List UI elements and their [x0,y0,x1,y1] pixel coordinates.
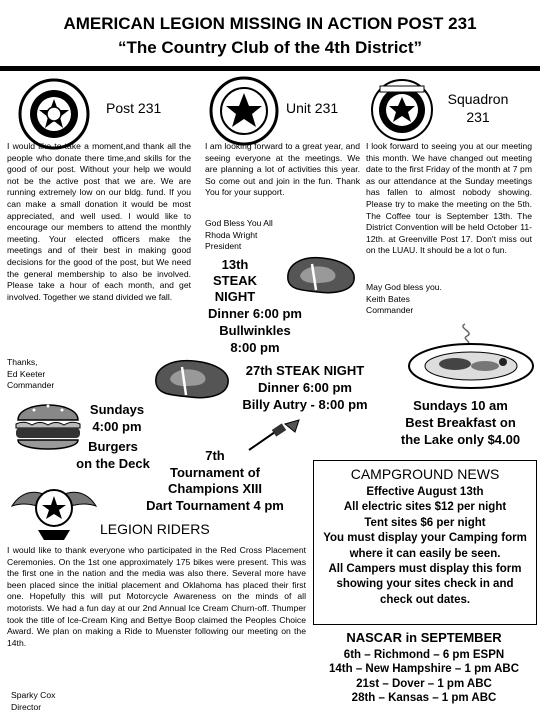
campground-line: You must display your Camping form where it can easily be seen. [323,532,527,560]
burgers-on-deck: Burgers on the Deck [76,439,150,471]
legion-auxiliary-emblem-icon [209,76,279,146]
steak-night-13-details: Dinner 6:00 pm Bullwinkles 8:00 pm [208,306,302,355]
unit-message: I am looking forward to a great year, and seeing everyone at the meetings. We are planning a lot of activities this year. So come out and join in the fun. Thank You for your support. [205,141,360,198]
campground-heading: CAMPGROUND NEWS [350,466,500,482]
campground-line: Tent sites $6 per night [364,516,486,529]
campground-news-box [313,460,537,625]
nascar-race: 14th – New Hampshire – 1 pm ABC [328,663,520,676]
american-legion-emblem-icon [18,78,90,150]
squadron-signoff: May God bless you. Keith Bates Commander [366,282,442,316]
steak-icon [282,250,360,298]
steak-night-27-details: 27th STEAK NIGHT Dinner 6:00 pm Billy Autry - 8:00 pm [242,363,368,412]
campground-line: Effective August 13th [366,486,484,498]
sundays-burger-time: Sundays 4:00 pm [89,402,145,434]
riders-message: I would like to thank everyone who participated in the Red Cross Placement Ceremonies. On the 1st one approximately 175 bikes were present. This was the first one in the nation and the media was also there. Several more have been placed since the initial placement and Oklahoma has placed their first one. Hopefully this will put Motorcycle Awareness on the minds of all motorists. We had a fun day at our 2nd Annual Ice Cream Churn-off. Thumper took the title of Ice-Cream King and Bettye Boop claimed the Peoples Choice Award. We plan on making a Ride to Muenster following our meeting on the 14th. [7,545,306,648]
header-divider [0,66,540,71]
post-heading: Post 231 [106,100,162,116]
campground-line: All Campers must display this form [328,563,522,576]
steak-icon [150,355,234,403]
post-message: I would like to take a moment,and thank all the people who donate there time,and skills for the good of our post. Without your help we would not be the active post that we are. We are running extremely low on our bldg. fund. If you can make a small donation it would be most appreciated, and well used. I would like to encourage our members to attend the monthly meeting. Your elected officers make the meetings and of their best in making good decisions for the good of the post, but We need the general membership to also be involved. Please take a hour of each month, and get involved. Together we stand divided we fall. [7,141,191,302]
sons-of-legion-emblem-icon [370,78,434,142]
nascar-heading: NASCAR in SEPTEMBER [346,630,502,645]
dart-tournament: 7th Tournament of Champions XIII Dart Tournament 4 pm [146,448,284,513]
riders-signoff: Sparky Cox Director [11,690,56,712]
nascar-race: 21st – Dover – 1 pm ABC [356,677,492,690]
unit-heading: Unit 231 [286,100,339,116]
steak-night-13-title: 13th STEAK NIGHT [212,257,258,304]
seafood-plate-icon [405,318,535,392]
newsletter-subtitle: “The Country Club of the 4th District” [117,38,423,57]
sunday-breakfast: Sundays 10 am Best Breakfast on the Lake only $4.00 [400,398,521,447]
campground-line: All electric sites $12 per night [343,501,507,514]
post-signoff: Thanks, Ed Keeter Commander [7,357,55,391]
newsletter-title: AMERICAN LEGION MISSING IN ACTION POST 231 [63,14,477,33]
nascar-race: 6th – Richmond – 6 pm ESPN [343,649,505,661]
nascar-race: 28th – Kansas – 1 pm ABC [351,691,497,704]
squadron-heading: Squadron 231 [447,91,509,125]
campground-line: showing your sites check in and check out dates. [336,578,514,606]
legion-riders-emblem-icon [8,470,100,542]
squadron-message: I look forward to seeing you at our meeting this month. We have changed out meeting date to the first Friday of the month at 7 pm as our attendance at the Sunday meetings has fallen to almost nobody showing. Please try to make the meeting on the 5th. The Coffee tour is September 13th. The District Convention will be held October 11-12th. at Greenville Post 17. Don't miss out on the LUAU. It should be a lot o fun. [366,141,532,256]
unit-signoff: God Bless You All Rhoda Wright President [205,218,273,252]
riders-heading: LEGION RIDERS [100,521,210,537]
